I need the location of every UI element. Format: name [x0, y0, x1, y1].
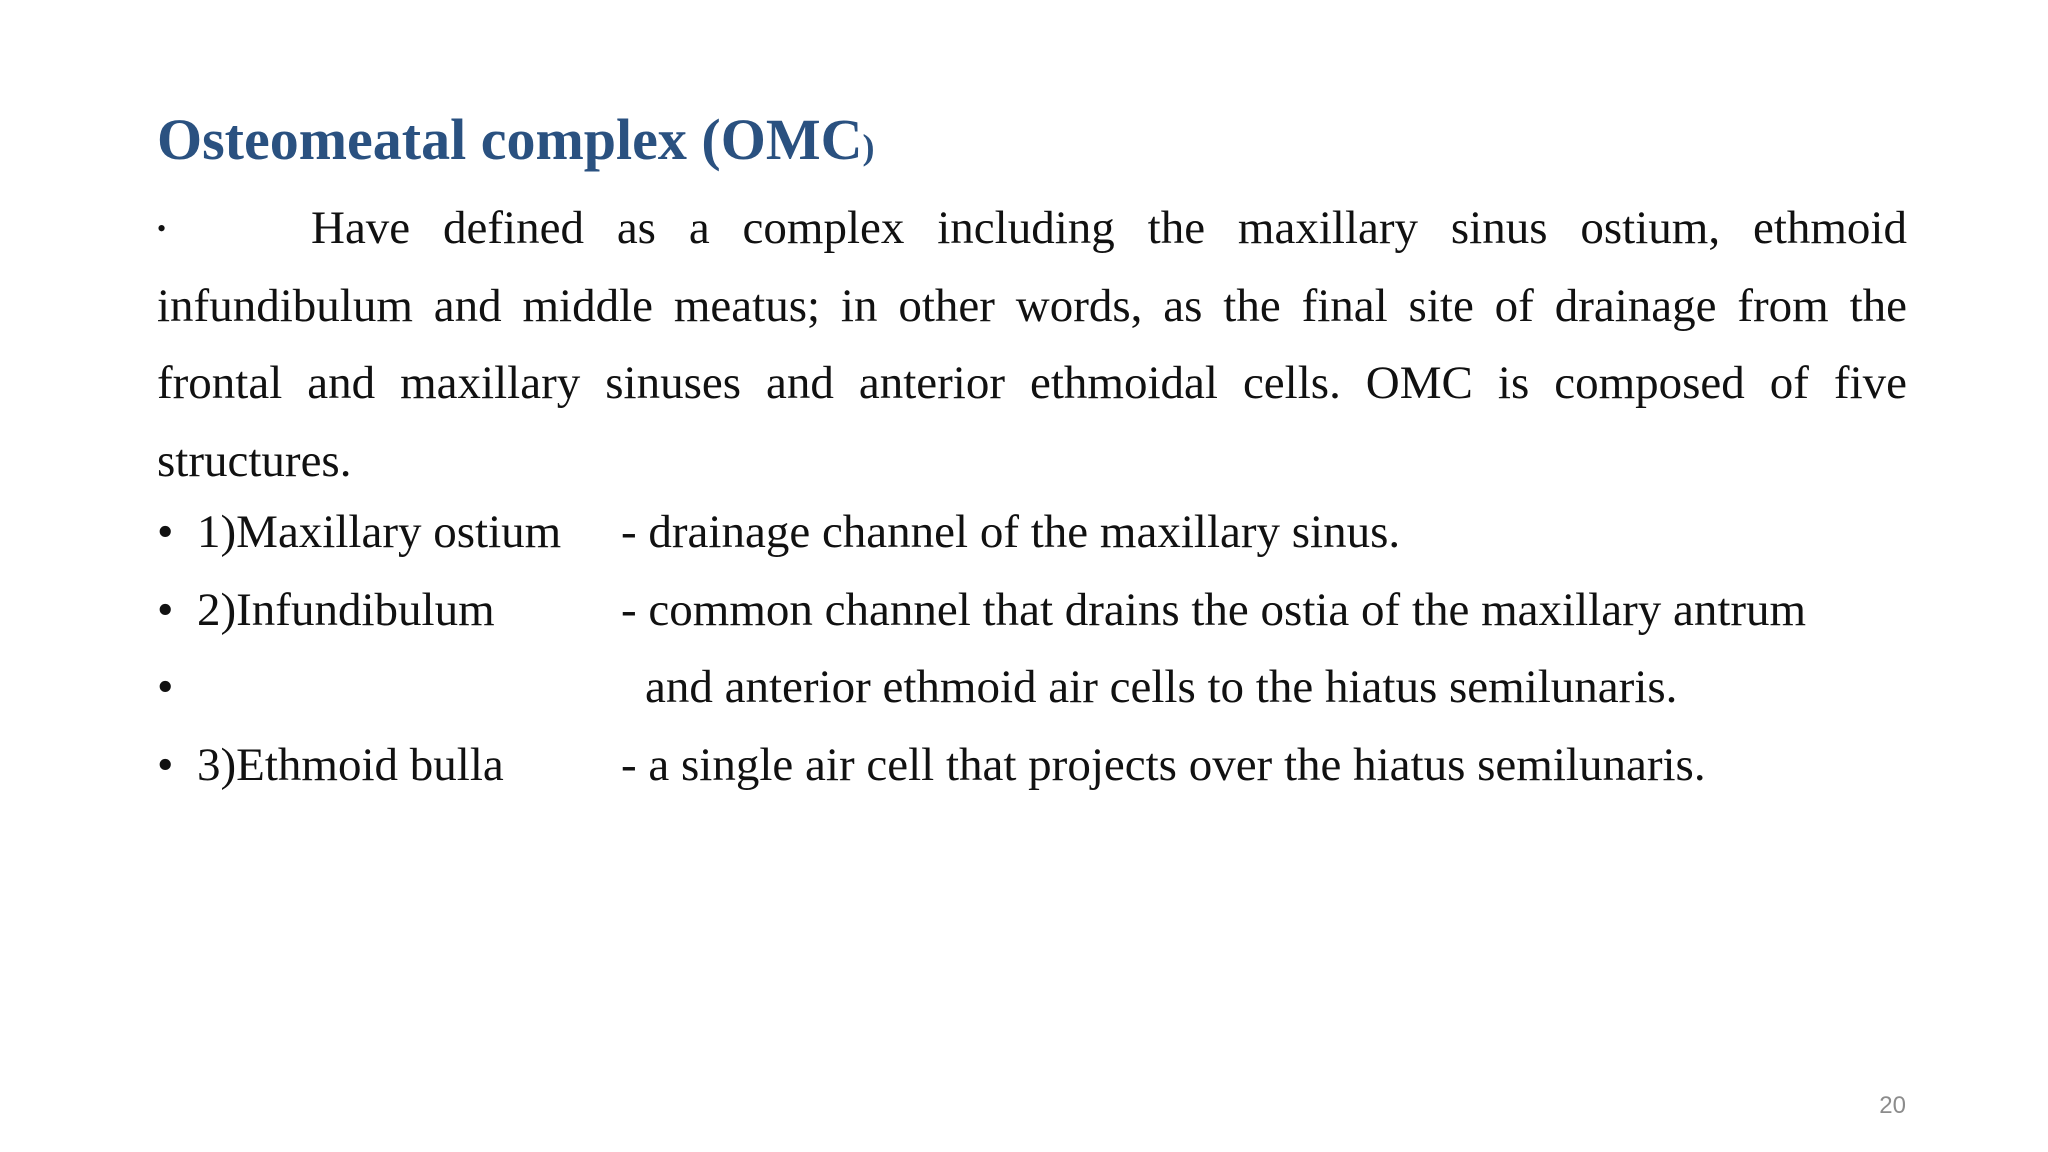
list-bullet: • — [157, 661, 174, 713]
intro-paragraph — [157, 190, 1907, 500]
list-item-description: - drainage channel of the maxillary sinus. — [621, 506, 1401, 558]
list-bullet: • — [157, 738, 174, 791]
list-item — [157, 572, 1917, 650]
list-item-description: - a single air cell that projects over the hiatus semilunaris. — [621, 738, 1706, 791]
list-item — [157, 494, 1917, 572]
list-item — [157, 649, 1917, 727]
structure-list — [157, 494, 1917, 804]
slide-title-paren: ) — [862, 127, 875, 167]
list-item-description: - common channel that drains the ostia of the maxillary antrum — [621, 583, 1807, 636]
list-item-term: 3)Ethmoid bulla — [197, 738, 504, 791]
list-bullet: • — [157, 506, 174, 558]
list-item — [157, 727, 1917, 805]
list-item-description: and anterior ethmoid air cells to the hiatus semilunaris. — [645, 661, 1678, 713]
intro-text: Have defined as a complex including the maxillary sinus ostium, ethmoid infundibulum and middle meatus; in other words, as the final site of drainage from the frontal and maxillary sinuses and anterior ethmoidal cells. OMC is composed of five structures. — [157, 202, 1907, 487]
list-item-term: 2)Infundibulum — [197, 583, 495, 636]
intro-bullet: • — [157, 214, 167, 243]
list-item-term — [197, 649, 621, 727]
list-item-term: 1)Maxillary ostium — [197, 506, 562, 558]
list-bullet: • — [157, 583, 174, 636]
slide-title-text: Osteomeatal complex (OMC — [157, 107, 863, 172]
page-number: 20 — [1879, 1092, 1906, 1119]
slide-title — [157, 104, 874, 183]
